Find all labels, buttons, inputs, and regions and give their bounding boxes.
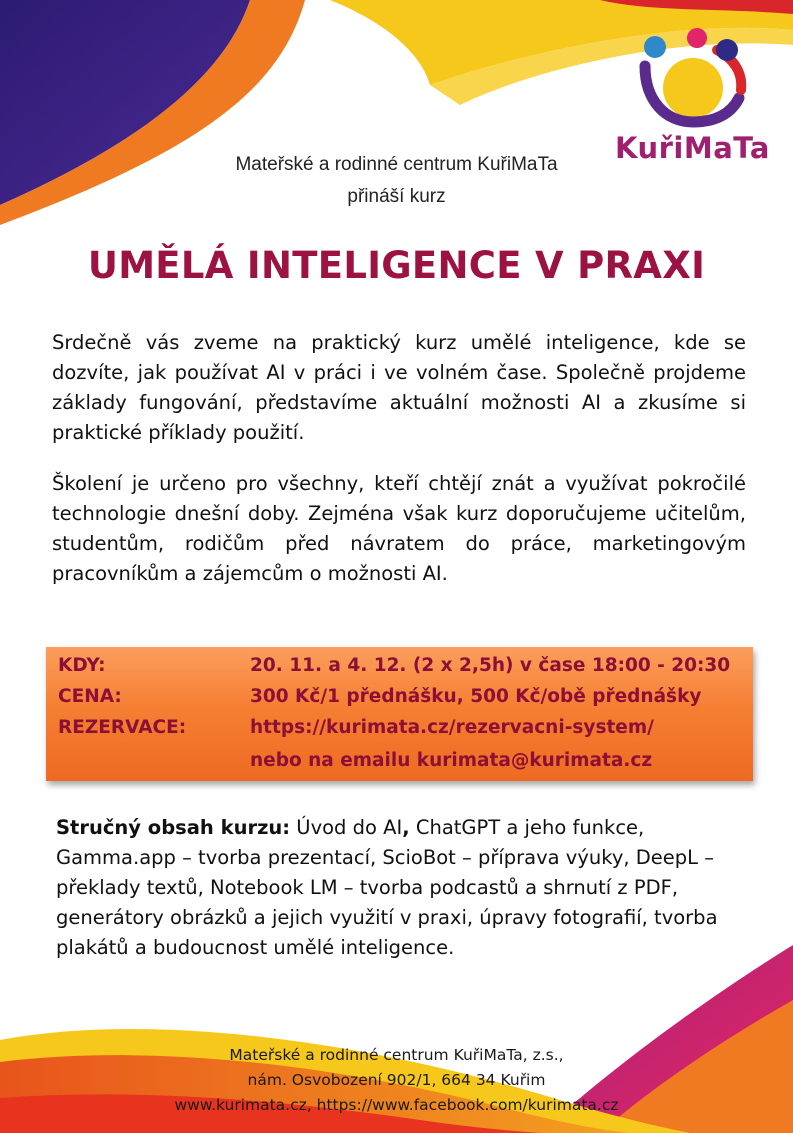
course-summary [56, 813, 726, 963]
footer-address: nám. Osvobození 902/1, 664 34 Kuřim [247, 1071, 546, 1089]
course-info-box [46, 647, 753, 781]
price-label: CENA: [58, 686, 122, 707]
reservation-email[interactable]: nebo na emailu kurimata@kurimata.cz [250, 750, 653, 771]
logo-text: KuřiMaTa [615, 131, 770, 165]
when-label: KDY: [58, 655, 106, 676]
footer-org-name: Mateřské a rodinné centrum KuřiMaTa, z.s., [229, 1046, 564, 1064]
when-value: 20. 11. a 4. 12. (2 x 2,5h) v čase 18:00 - 20:30 [250, 655, 731, 676]
summary-comma: , [402, 816, 410, 839]
logo-mark-icon [605, 20, 785, 130]
description-paragraph-1: Srdečně vás zveme na praktický kurz umělé inteligence, kde se dozvíte, jak používat AI v práci i ve volném čase. Společně projdeme základy fungování, představíme aktuální možnosti AI a zkusíme si praktické příklady použití. [52, 331, 746, 444]
price-value: 300 Kč/1 přednášku, 500 Kč/obě přednášky [250, 686, 702, 707]
intro-line-1: Mateřské a rodinné centrum KuřiMaTa [235, 154, 558, 175]
intro-line-2: přináší kurz [347, 186, 446, 207]
kurimata-logo [605, 20, 785, 165]
page-title: UMĚLÁ INTELIGENCE V PRAXI [87, 244, 706, 287]
summary-part-2: ChatGPT a jeho funkce, Gamma.app – tvorba prezentací, ScioBot – příprava výuky, DeepL – překlady textů, Notebook LM – tvorba podcastů a shrnutí z PDF, generátory obrázků a jejich využití v praxi, úpravy fotografií, tvorba plakátů a budoucnost umělé inteligence. [56, 816, 718, 959]
summary-label: Stručný obsah kurzu: [56, 816, 291, 839]
description-paragraph-2: Školení je určeno pro všechny, kteří chtějí znát a využívat pokročilé technologie dnešní doby. Zejména však kurz doporučujeme učitelům, studentům, rodičům před návratem do práce, marketingovým pracovníkům a zájemcům o možnosti AI. [52, 472, 746, 585]
footer-links[interactable]: www.kurimata.cz, https://www.facebook.com/kurimata.cz [174, 1096, 619, 1114]
summary-part-1: Úvod do AI [290, 816, 403, 839]
reservation-label: REZERVACE: [58, 717, 187, 738]
reservation-link[interactable]: https://kurimata.cz/rezervacni-system/ [250, 717, 654, 738]
